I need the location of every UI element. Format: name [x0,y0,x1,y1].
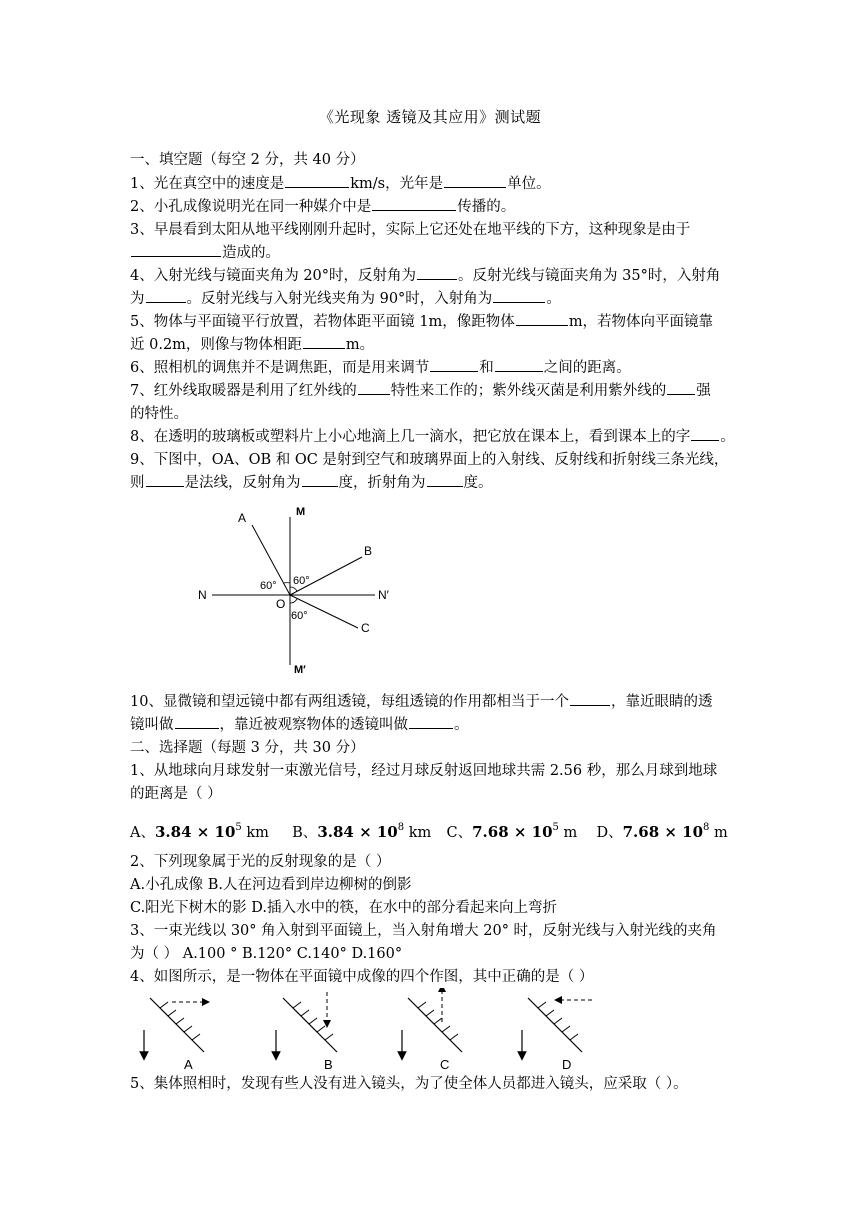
angle-label: 60° [293,575,310,587]
answer-blank[interactable] [516,311,568,326]
question-1-5-cont: 近 0.2m，则像与物体相距 m。 [130,334,374,356]
label-o: O [276,597,286,611]
answer-blank[interactable] [131,242,221,257]
answer-blank[interactable] [372,196,456,211]
option-c-figure [402,988,462,1070]
option-label: D [562,1057,572,1070]
answer-blank[interactable] [285,173,349,188]
question-1-4: 4、入射光线与镜面夹角为 20°时，反射角为 。反射光线与镜面夹角为 35°时，入射角 [130,265,720,287]
refraction-diagram [190,495,420,685]
question-2-2: 2、下列现象属于光的反射现象的是（ ） [130,854,391,870]
answer-blank[interactable] [146,288,186,303]
question-1-7: 7、红外线取暖器是利用了红外线的 特性来工作的；紫外线灭菌是利用紫外线的 强 [130,380,711,402]
option-b-figure [276,992,337,1070]
answer-blank[interactable] [146,472,184,487]
answer-blank[interactable] [495,357,543,372]
answer-blank[interactable] [358,380,390,395]
question-2-2-options-cd: C.阳光下树木的影 D.插入水中的筷，在水中的部分看起来向上弯折 [130,900,558,916]
label-n-prime: N′ [378,588,389,602]
question-2-1-options: A、$3.84 \times 10^5$ km B、$3.84 \times 10^8$ km C、$7.68 \times 10^5$ m D、$7.68 \times 10^8$ m [130,822,728,841]
answer-blank[interactable] [691,426,719,441]
label-a: A [238,511,247,525]
question-1-1: 1、光在真空中的速度是 km/s，光年是 单位。 [130,173,551,195]
question-1-6: 6、照相机的调焦并不是调焦距，而是用来调节 和 之间的距离。 [130,357,631,379]
question-1-5: 5、物体与平面镜平行放置，若物体距平面镜 1m，像距物体 m，若物体向平面镜靠 [130,311,713,333]
answer-blank[interactable] [175,714,219,729]
section1-heading: 一、填空题（每空 2 分，共 40 分） [130,152,365,168]
question-2-1-cont: 的距离是（ ） [130,786,222,802]
section2-heading: 二、选择题（每题 3 分，共 30 分） [130,740,365,756]
question-1-7-cont: 的特性。 [130,406,188,422]
question-2-4: 4、如图所示，是一物体在平面镜中成像的四个作图，其中正确的是（ ） [130,969,594,985]
question-1-9: 9、下图中，OA、OB 和 OC 是射到空气和玻璃界面上的入射线、反射线和折射线三条光线， [130,452,729,468]
question-1-3-cont: 造成的。 [130,242,280,264]
label-m: M [296,506,306,518]
page-title: 《光现象 透镜及其应用》测试题 [318,108,542,126]
answer-blank[interactable] [303,334,345,349]
question-1-2: 2、小孔成像说明光在同一种媒介中是 传播的。 [130,196,515,218]
label-b: B [364,544,373,558]
answer-blank[interactable] [430,357,478,372]
question-2-5: 5、集体照相时，发现有些人没有进入镜头，为了使全体人员都进入镜头，应采取（ ）。 [130,1076,688,1092]
question-2-3-cont: 为（ ） A.100 ° B.120° C.140° D.160° [130,946,403,962]
answer-blank[interactable] [417,265,457,280]
question-2-3: 3、一束光线以 30° 角入射到平面镜上，当入射角增大 20° 时，反射光线与入射光线的夹角 [130,923,717,939]
answer-blank[interactable] [493,288,545,303]
question-2-2-options-ab: A.小孔成像 B.人在河边看到岸边柳树的倒影 [130,877,412,893]
answer-blank[interactable] [667,380,695,395]
answer-blank[interactable] [409,714,453,729]
option-d-figure [522,998,592,1070]
label-c: C [361,621,370,635]
angle-label: 60° [291,610,308,622]
question-1-10-cont: 镜叫做 ，靠近被观察物体的透镜叫做 。 [130,714,469,736]
option-a-figure [144,998,206,1070]
option-label: A [184,1057,193,1070]
question-1-4-cont: 为 。反射光线与入射光线夹角为 90°时，入射角为 。 [130,288,561,310]
answer-blank[interactable] [444,173,506,188]
label-n: N [198,588,207,602]
answer-blank[interactable] [302,472,338,487]
label-m-prime: M′ [294,664,306,676]
mirror-images-diagram [130,988,650,1070]
option-label: C [440,1057,450,1070]
angle-label: 60° [260,580,277,592]
question-1-9-cont: 则 是法线，反射角为 度，折射角为 度。 [130,472,493,494]
angle-arc [290,587,297,591]
question-1-10: 10、显微镜和望远镜中都有两组透镜，每组透镜的作用都相当于一个 ，靠近眼睛的透 [130,691,712,713]
angle-arc [290,599,297,603]
answer-blank[interactable] [570,691,610,706]
question-1-8: 8、在透明的玻璃板或塑料片上小心地滴上几一滴水，把它放在课本上，看到课本上的字 。 [130,426,735,448]
question-1-3: 3、早晨看到太阳从地平线刚刚升起时，实际上它还处在地平线的下方，这种现象是由于 [130,222,691,238]
answer-blank[interactable] [427,472,463,487]
question-2-1: 1、从地球向月球发射一束激光信号，经过月球反射返回地球共需 2.56 秒，那么月球到地球 [130,763,718,779]
option-label: B [324,1057,333,1070]
